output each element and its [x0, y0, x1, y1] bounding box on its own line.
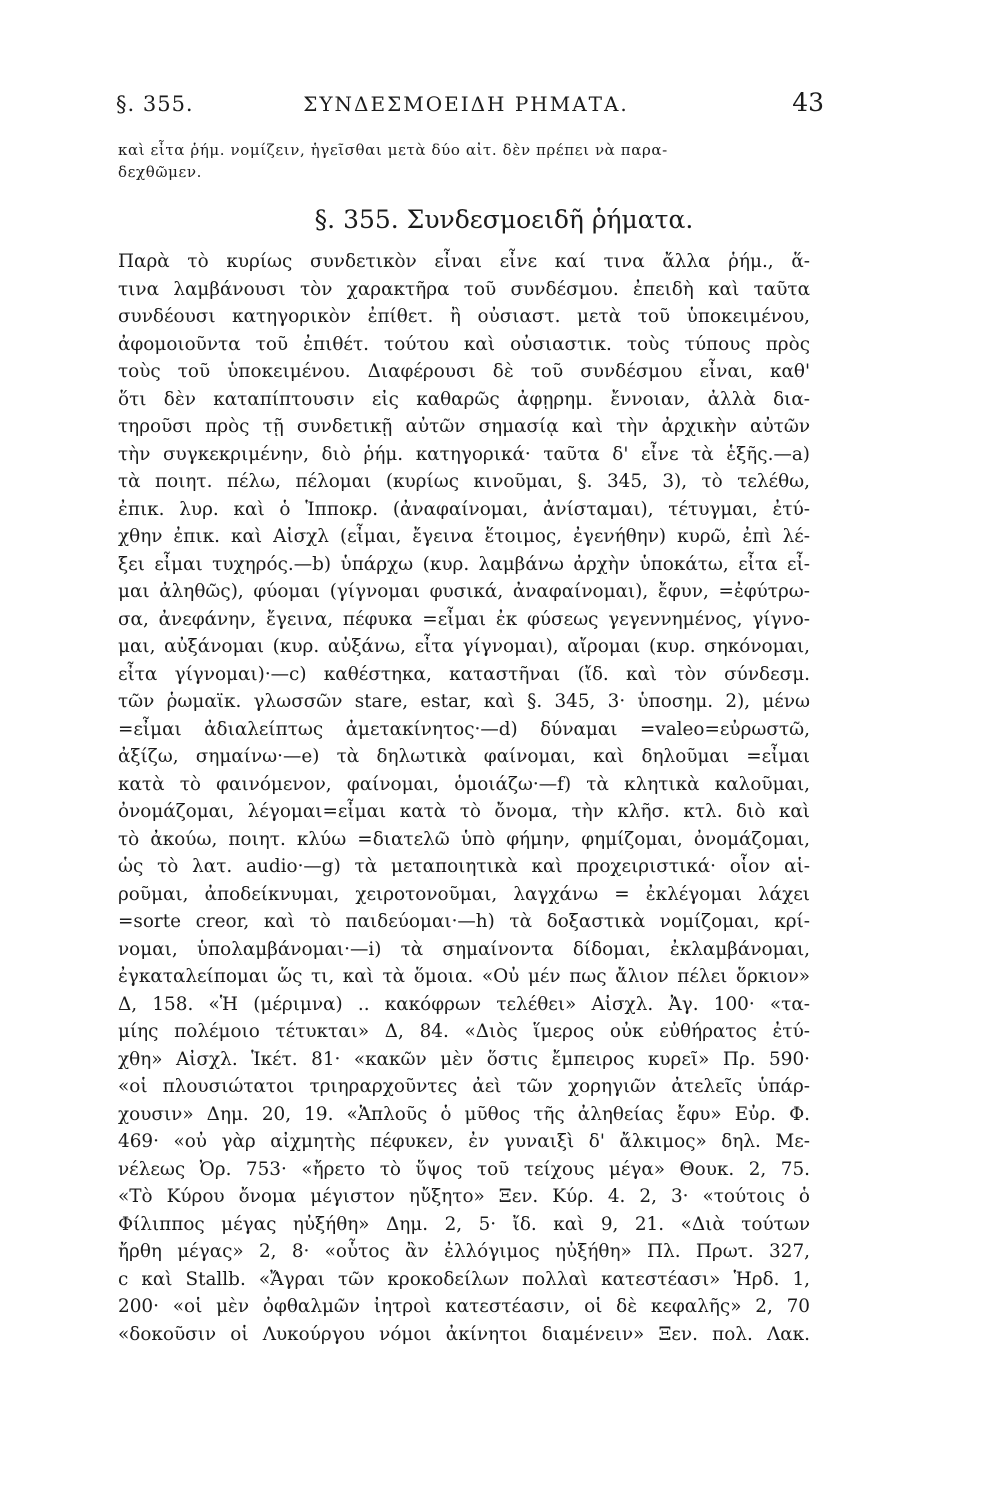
text-line: χουσιν» Δημ. 20, 19. «Ἁπλοῦς ὁ μῦθος τῆς ἀληθείας ἔφυ» Εὐρ. Φ.: [118, 1103, 810, 1125]
text-line: μίης πολέμοιο τέτυκται» Δ, 84. «Διὸς ἵμερος οὐκ εὐθήρατος ἐτύ-: [118, 1021, 810, 1042]
intro-line: δεχθῶμεν.: [118, 163, 202, 181]
text-line: ἀξίζω, σημαίνω·—e) τὰ δηλωτικὰ φαίνομαι, καὶ δηλοῦμαι =εἶμαι: [118, 746, 810, 767]
section-heading: §. 355. Συνδεσμοειδῆ ῥήματα.: [314, 205, 694, 234]
text-line: νέλεως Ὀρ. 753· «ἤρετο τὸ ὕψος τοῦ τείχους μέγα» Θουκ. 2, 75.: [118, 1158, 810, 1180]
text-line: συνδέουσι κατηγορικὸν ἐπίθετ. ἢ οὐσιαστ. μετὰ τοῦ ὑποκειμένου,: [118, 306, 810, 327]
text-line: «οἱ πλουσιώτατοι τριηραρχοῦντες ἀεὶ τῶν χορηγιῶν ἀτελεῖς ὑπάρ-: [118, 1076, 810, 1097]
text-line: χθη» Αἰσχλ. Ἱκέτ. 81· «κακῶν μὲν ὅστις ἔμπειρος κυρεῖ» Πρ. 590·: [118, 1048, 810, 1070]
text-line: ἐπικ. λυρ. καὶ ὁ Ἱπποκρ. (ἀναφαίνομαι, ἀνίσταμαι), τέτυγμαι, ἐτύ-: [118, 498, 810, 520]
text-line: μαι ἀληθῶς), φύομαι (γίγνομαι φυσικά, ἀναφαίνομαι), ἔφυν, =ἐφύτρω-: [118, 581, 810, 602]
text-line: ξει εἶμαι τυχηρός.—b) ὑπάρχω (κυρ. λαμβάνω ἀρχὴν ὑποκάτω, εἶτα εἶ-: [118, 553, 810, 575]
text-line: τῶν ῥωμαϊκ. γλωσσῶν stare, estar, καὶ §. 345, 3· ὑποσημ. 2), μένω: [118, 691, 810, 712]
text-line: ὡς τὸ λατ. audio·—g) τὰ μεταποιητικὰ καὶ προχειριστικά· οἷον αἱ-: [118, 856, 810, 877]
text-line: Δ, 158. «Ἡ (μέριμνα) .. κακόφρων τελέθει» Αἰσχλ. Ἀγ. 100· «τα-: [118, 993, 810, 1015]
text-line: ὀνομάζομαι, λέγομαι=εἶμαι κατὰ τὸ ὄνομα, τὴν κλῆσ. κτλ. διὸ καὶ: [118, 801, 810, 822]
text-line: σα, ἀνεφάνην, ἔγεινα, πέφυκα =εἶμαι ἐκ φύσεως γεγεννημένος, γίγνο-: [118, 608, 810, 630]
running-title: ΣΥΝΔΕΣΜΟΕΙΔΗ ΡΗΜΑΤΑ.: [303, 92, 629, 116]
text-line: ροῦμαι, ἀποδείκνυμαι, χειροτονοῦμαι, λαγχάνω = ἐκλέγομαι λάχει: [118, 883, 810, 905]
text-line: τοὺς τοῦ ὑποκειμένου. Διαφέρουσι δὲ τοῦ συνδέσμου εἶναι, καθ': [118, 361, 810, 382]
text-line: =εἶμαι ἀδιαλείπτως ἀμετακίνητος·—d) δύναμαι =valeo=εὐρωστῶ,: [118, 718, 810, 740]
text-line: «δοκοῦσιν οἱ Λυκούργου νόμοι ἀκίνητοι διαμένειν» Ξεν. πολ. Λακ.: [118, 1323, 810, 1345]
text-line: ἐγκαταλείπομαι ὥς τι, καὶ τὰ ὅμοια. «Οὐ μέν πως ἄλιον πέλει ὅρκιον»: [118, 966, 810, 987]
text-line: 200· «οἱ μὲν ὀφθαλμῶν ἰητροὶ κατεστέασιν, οἱ δὲ κεφαλῆς» 2, 70: [118, 1296, 810, 1317]
text-line: μαι, αὐξάνομαι (κυρ. αὐξάνω, εἶτα γίγνομαι), αἴρομαι (κυρ. σηκόνομαι,: [118, 636, 810, 657]
body-text: [118, 248, 810, 1348]
text-line: ἀφομοιοῦντα τοῦ ἐπιθέτ. τούτου καὶ οὐσιαστικ. τοὺς τύπους πρὸς: [118, 333, 810, 355]
text-line: νομαι, ὑπολαμβάνομαι·—i) τὰ σημαίνοντα δίδομαι, ἐκλαμβάνομαι,: [118, 938, 810, 960]
text-line: τὰ ποιητ. πέλω, πέλομαι (κυρίως κινοῦμαι, §. 345, 3), τὸ τελέθω,: [118, 471, 810, 492]
text-line: ἤρθη μέγας» 2, 8· «οὗτος ἂν ἐλλόγιμος ηὐξήθη» Πλ. Πρωτ. 327,: [118, 1241, 810, 1262]
text-line: Παρὰ τὸ κυρίως συνδετικὸν εἶναι εἶνε καί τινα ἄλλα ῥήμ., ἅ-: [118, 251, 810, 272]
text-line: c καὶ Stallb. «Ἄγραι τῶν κροκοδείλων πολλαὶ κατεστέασι» Ἡρδ. 1,: [118, 1268, 810, 1290]
text-line: χθην ἐπικ. καὶ Αἰσχλ (εἶμαι, ἔγεινα ἕτοιμος, ἐγενήθην) κυρῶ, ἐπὶ λέ-: [118, 526, 810, 547]
text-line: ὅτι δὲν καταπίπτουσιν εἰς καθαρῶς ἀφῃρημ. ἔννοιαν, ἀλλὰ δια-: [118, 388, 810, 410]
continued-text: [118, 139, 808, 183]
text-line: εἶτα γίγνομαι)·—c) καθέστηκα, καταστῆναι (ἴδ. καὶ τὸν σύνδεσμ.: [118, 663, 810, 685]
intro-line: καὶ εἶτα ῥήμ. νομίζειν, ἡγεῖσθαι μετὰ δύο αἰτ. δὲν πρέπει νὰ παρα-: [118, 141, 668, 159]
text-line: =sorte creor, καὶ τὸ παιδεύομαι·—h) τὰ δοξαστικὰ νομίζομαι, κρί-: [118, 911, 810, 932]
text-line: τὴν συγκεκριμένην, διὸ ῥήμ. κατηγορικά· ταῦτα δ' εἶνε τὰ ἑξῆς.—a): [118, 443, 810, 465]
text-line: κατὰ τὸ φαινόμενον, φαίνομαι, ὁμοιάζω·—f) τὰ κλητικὰ καλοῦμαι,: [118, 773, 810, 795]
text-line: τὸ ἀκούω, ποιητ. κλύω =διατελῶ ὑπὸ φήμην, φημίζομαι, ὀνομάζομαι,: [118, 828, 810, 850]
text-line: Φίλιππος μέγας ηὐξήθη» Δημ. 2, 5· ἴδ. καὶ 9, 21. «Διὰ τούτων: [118, 1213, 810, 1235]
section-number: §. 355.: [116, 92, 194, 116]
running-header: [108, 88, 824, 126]
text-line: «Τὸ Κύρου ὄνομα μέγιστον ηὔξητο» Ξεν. Κύρ. 4. 2, 3· «τούτοις ὁ: [118, 1186, 810, 1207]
text-line: τινα λαμβάνουσι τὸν χαρακτῆρα τοῦ συνδέσμου. ἐπειδὴ καὶ ταῦτα: [118, 278, 810, 300]
text-line: 469· «οὐ γὰρ αἰχμητὴς πέφυκεν, ἐν γυναιξὶ δ' ἄλκιμος» δηλ. Με-: [118, 1131, 810, 1152]
page-number: 43: [792, 88, 824, 117]
text-line: τηροῦσι πρὸς τῇ συνδετικῇ αὐτῶν σημασίᾳ καὶ τὴν ἀρχικὴν αὐτῶν: [118, 416, 810, 437]
